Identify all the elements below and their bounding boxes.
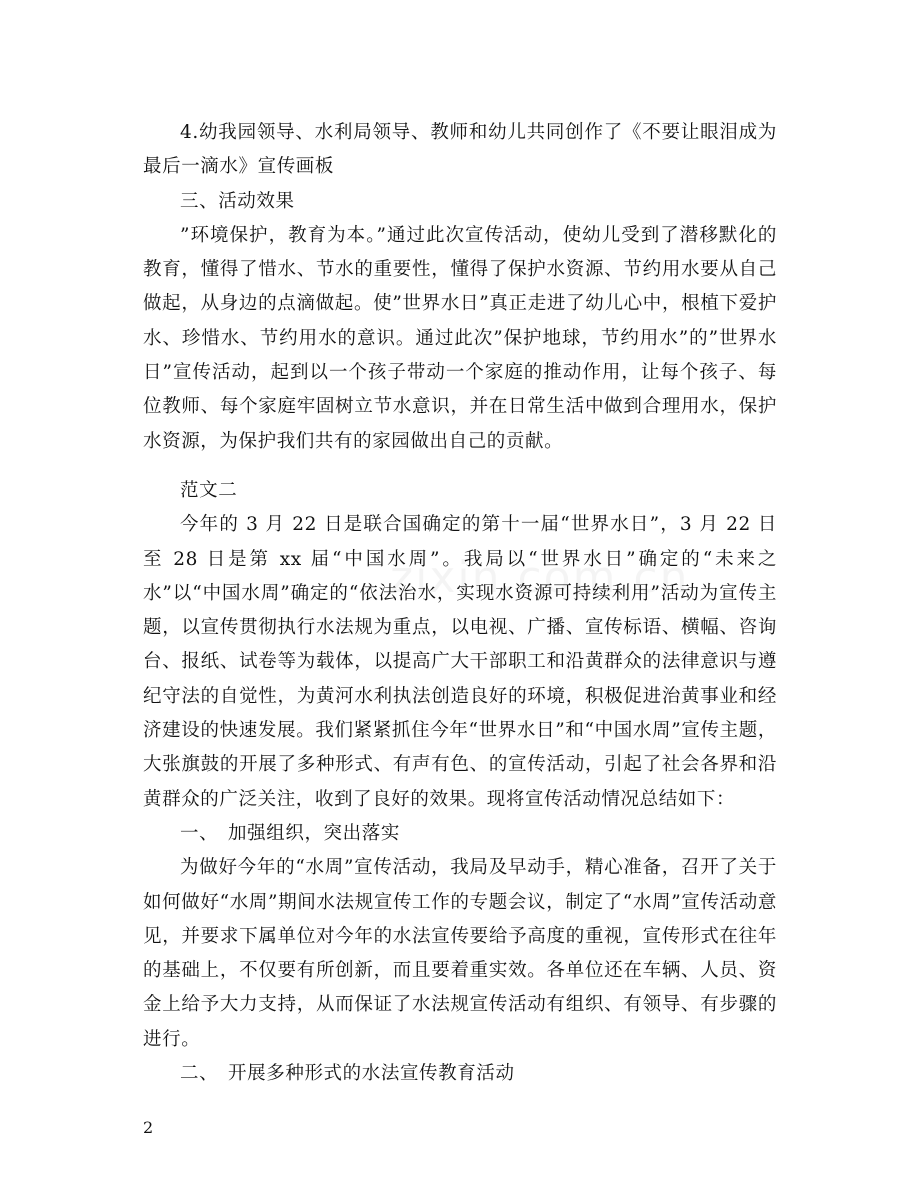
paragraph-intro: 今年的 3 月 22 日是联合国确定的第十一届“世界水日”，3 月 22 日至 28 日是第 xx 届“中国水周”。我局以“世界水日”确定的“未来之水”以“中国水周”确定的“依法治水，实现水资源可持续利用”活动为宣传主题，以宣传贯彻执行水法规为重点，以电视、广播、宣传标语、横幅、咨询台、报纸、试卷等为载体，以提高广大干部职工和沿黄群众的法律意识与遵纪守法的自觉性，为黄河水利执法创造良好的环境，积极促进治黄事业和经济建设的快速发展。我们紧紧抓住今年“世界水日”和“中国水周”宣传主题，大张旗鼓的开展了多种形式、有声有色、的宣传活动，引起了社会各界和沿黄群众的广泛关注，收到了良好的效果。现将宣传活动情况总结如下：	[143, 514, 777, 810]
heading-sample-two: 范文二	[180, 479, 238, 501]
page-number: 2	[143, 1118, 154, 1137]
paragraph-effect: ”环境保护，教育为本。”通过此次宣传活动，使幼儿受到了潜移默化的教育，懂得了惜水、节水的重要性，懂得了保护水资源、节约用水要从自己做起，从身边的点滴做起。使”世界水日”真正走进了幼儿心中，根植下爱护水、珍惜水、节约用水的意识。通过此次”保护地球，节约用水”的”世界水日”宣传活动，起到以一个孩子带动一个家庭的推动作用，让每个孩子、每位教师、每个家庭牢固树立节水意识，并在日常生活中做到合理用水，保护水资源，为保护我们共有的家园做出自己的贡献。	[143, 224, 777, 452]
heading-section-two: 二、 开展多种形式的水法宣传教育活动	[180, 1063, 515, 1085]
paragraph-item-4: 4.幼我园领导、水利局领导、教师和幼儿共同创作了《不要让眼泪成为最后一滴水》宣传画板	[143, 122, 777, 178]
document-body	[143, 116, 777, 1091]
heading-activity-effect: 三、活动效果	[180, 190, 295, 212]
paragraph-section-one: 为做好今年的“水周”宣传活动，我局及早动手，精心准备，召开了关于如何做好“水周”期间水法规宣传工作的专题会议，制定了“水周”宣传活动意见，并要求下属单位对今年的水法宣传要给予高度的重视，宣传形式在往年的基础上，不仅要有所创新，而且要着重实效。各单位还在车辆、人员、资金上给予大力支持，从而保证了水法规宣传活动有组织、有领导、有步骤的进行。	[143, 857, 777, 1050]
heading-section-one: 一、 加强组织，突出落实	[180, 822, 400, 844]
